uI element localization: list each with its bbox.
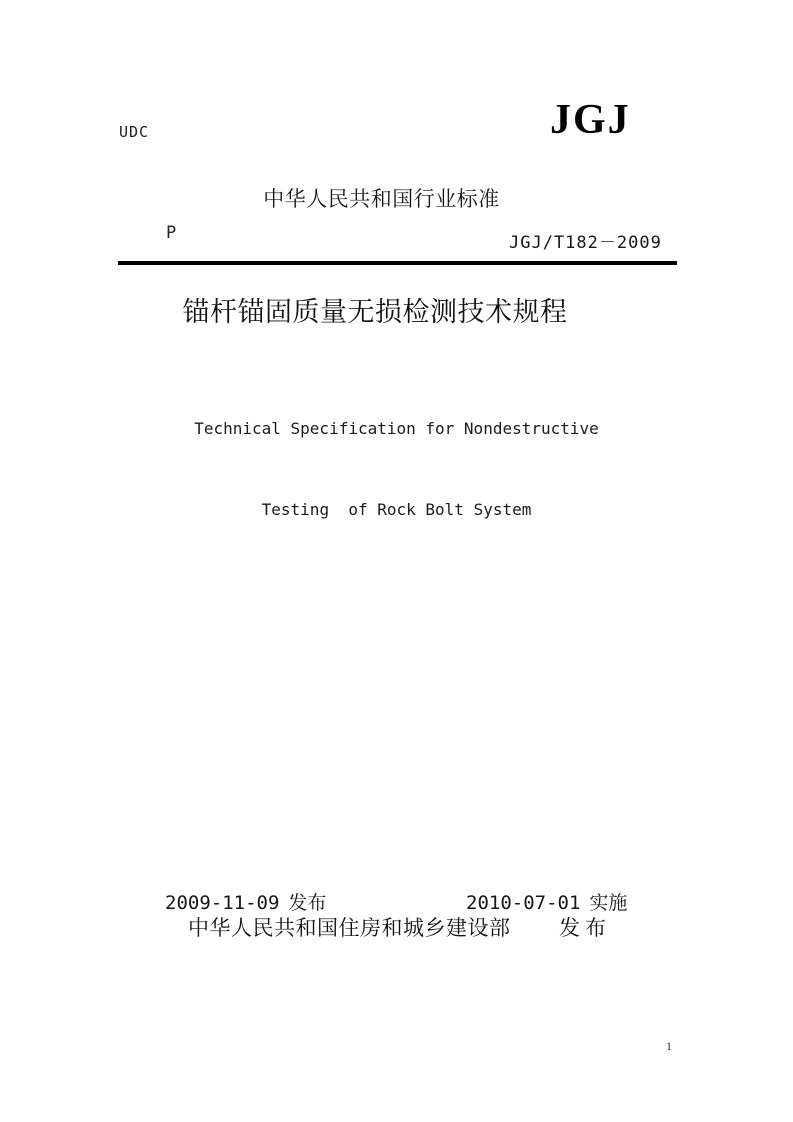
publish-action-label: 发布 [559,916,611,940]
document-title-chinese: 锚杆锚固质量无损检测技术规程 [182,297,568,328]
udc-label: UDC [119,123,150,141]
standard-type-heading: 中华人民共和国行业标准 [263,187,500,211]
issue-date: 2009-11-09 [165,892,280,914]
issue-label: 发布 [288,892,327,914]
title-english-line2: Testing of Rock Bolt System [261,500,532,519]
jgj-logo: JGJ [550,97,631,143]
document-title-english [0,361,793,577]
title-english-line1: Technical Specification for Nondestructive [194,419,599,438]
implement-date: 2010-07-01 [466,892,581,914]
standard-number: JGJ/T182－2009 [509,233,662,253]
implement-label: 实施 [589,892,628,914]
page-number: 1 [666,1039,672,1053]
publisher-name: 中华人民共和国住房和城乡建设部 [188,916,511,940]
classification-code: P [166,223,177,243]
publisher-row [0,912,793,1012]
header-divider-rule [118,261,677,265]
